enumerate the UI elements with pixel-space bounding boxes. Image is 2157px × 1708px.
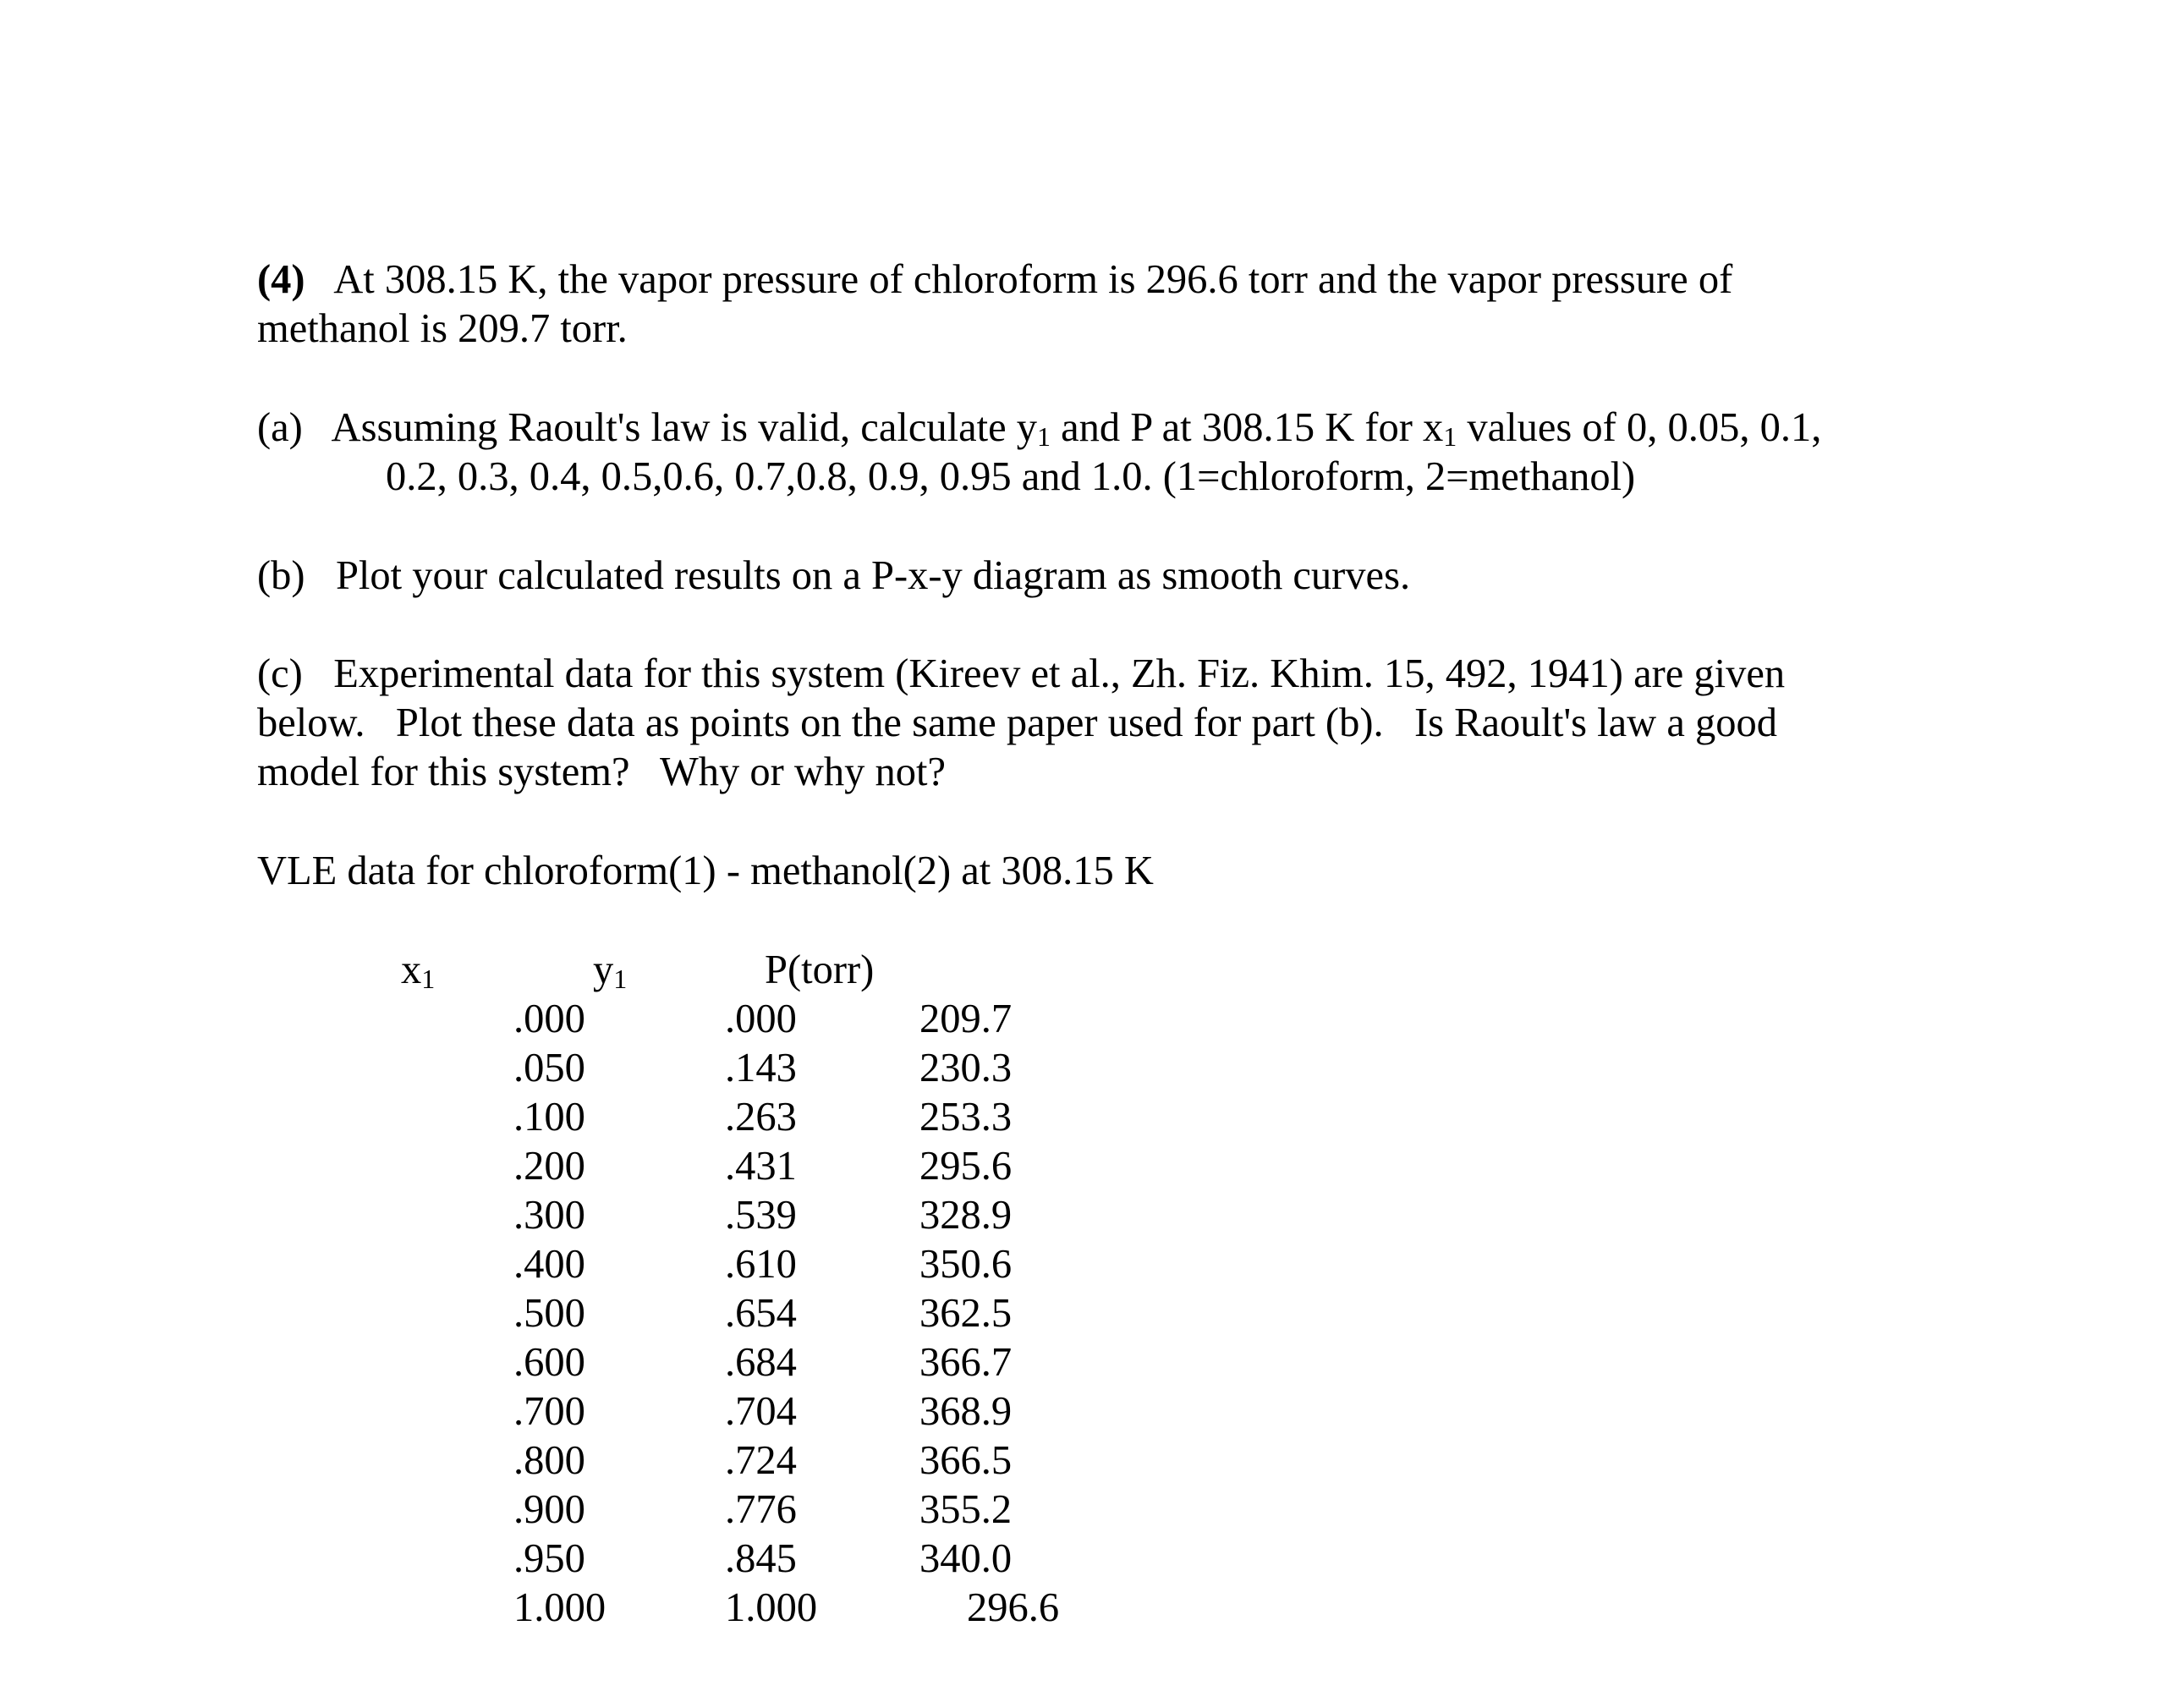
- part-b-label: (b): [257, 553, 305, 598]
- header-y1: [593, 946, 627, 1003]
- cell-y1: .000: [725, 997, 797, 1041]
- cell-x1: .800: [513, 1438, 585, 1483]
- cell-x1: .050: [513, 1046, 585, 1090]
- cell-pressure: 366.5: [919, 1438, 1013, 1483]
- cell-pressure: 230.3: [919, 1046, 1013, 1090]
- cell-y1: .776: [725, 1487, 797, 1532]
- cell-y1: .654: [725, 1291, 797, 1336]
- cell-pressure: 366.7: [919, 1340, 1013, 1385]
- part-c-label: (c): [257, 651, 303, 696]
- cell-x1: .200: [513, 1144, 585, 1189]
- cell-y1: .845: [725, 1536, 797, 1581]
- header-y-base: y: [593, 947, 614, 992]
- cell-y1: .431: [725, 1144, 797, 1189]
- header-y-subscript: 1: [613, 964, 628, 994]
- cell-pressure: 253.3: [919, 1095, 1013, 1140]
- cell-x1: .500: [513, 1291, 585, 1336]
- cell-x1: .900: [513, 1487, 585, 1532]
- part-c-text-1: Experimental data for this system (Kireev et al., Zh. Fiz. Khim. 15, 492, 1941) are given: [333, 651, 1786, 696]
- header-pressure: P(torr): [765, 947, 875, 992]
- cell-x1: .400: [513, 1242, 585, 1287]
- part-a-subscript-y: 1: [1037, 421, 1051, 452]
- cell-pressure: 362.5: [919, 1291, 1013, 1336]
- table-caption: VLE data for chloroform(1) - methanol(2) at 308.15 K: [257, 849, 1154, 893]
- header-x-subscript: 1: [421, 964, 436, 994]
- cell-y1: .539: [725, 1193, 797, 1238]
- problem-intro-text-1: At 308.15 K, the vapor pressure of chloroform is 296.6 torr and the vapor pressure of: [333, 257, 1733, 302]
- cell-y1: 1.000: [725, 1585, 818, 1630]
- part-c-line-3: model for this system? Why or why not?: [257, 750, 947, 794]
- cell-y1: .143: [725, 1046, 797, 1090]
- cell-pressure: 296.6: [967, 1585, 1060, 1630]
- part-a-label: (a): [257, 405, 303, 450]
- cell-pressure: 209.7: [919, 997, 1013, 1041]
- problem-number: (4): [257, 257, 305, 302]
- problem-intro-line-1: [257, 255, 1732, 305]
- cell-x1: .700: [513, 1389, 585, 1434]
- cell-pressure: 340.0: [919, 1536, 1013, 1581]
- part-a-text-1b: and P at 308.15 K for x: [1051, 405, 1444, 450]
- cell-pressure: 295.6: [919, 1144, 1013, 1189]
- part-b-line: [257, 552, 1410, 601]
- problem-intro-line-2: methanol is 209.7 torr.: [257, 306, 628, 351]
- cell-pressure: 350.6: [919, 1242, 1013, 1287]
- cell-pressure: 355.2: [919, 1487, 1013, 1532]
- cell-x1: .300: [513, 1193, 585, 1238]
- part-a-subscript-x: 1: [1443, 421, 1457, 452]
- header-x-base: x: [401, 947, 422, 992]
- cell-x1: .100: [513, 1095, 585, 1140]
- cell-y1: .684: [725, 1340, 797, 1385]
- cell-y1: .704: [725, 1389, 797, 1434]
- header-x1: [401, 946, 435, 1003]
- part-a-text-1c: values of 0, 0.05, 0.1,: [1457, 405, 1822, 450]
- cell-x1: .000: [513, 997, 585, 1041]
- part-c-line-2: below. Plot these data as points on the same paper used for part (b). Is Raoult's law a good: [257, 700, 1777, 745]
- part-c-line-1: [257, 650, 1785, 699]
- cell-y1: .610: [725, 1242, 797, 1287]
- cell-x1: .950: [513, 1536, 585, 1581]
- part-b-text: Plot your calculated results on a P-x-y diagram as smooth curves.: [335, 553, 1411, 598]
- cell-y1: .263: [725, 1095, 797, 1140]
- cell-pressure: 328.9: [919, 1193, 1013, 1238]
- cell-y1: .724: [725, 1438, 797, 1483]
- cell-pressure: 368.9: [919, 1389, 1013, 1434]
- cell-x1: 1.000: [513, 1585, 606, 1630]
- part-a-text-1a: Assuming Raoult's law is valid, calculate y: [331, 405, 1037, 450]
- part-a-line-2: 0.2, 0.3, 0.4, 0.5,0.6, 0.7,0.8, 0.9, 0.95 and 1.0. (1=chloroform, 2=methanol): [386, 454, 1636, 499]
- cell-x1: .600: [513, 1340, 585, 1385]
